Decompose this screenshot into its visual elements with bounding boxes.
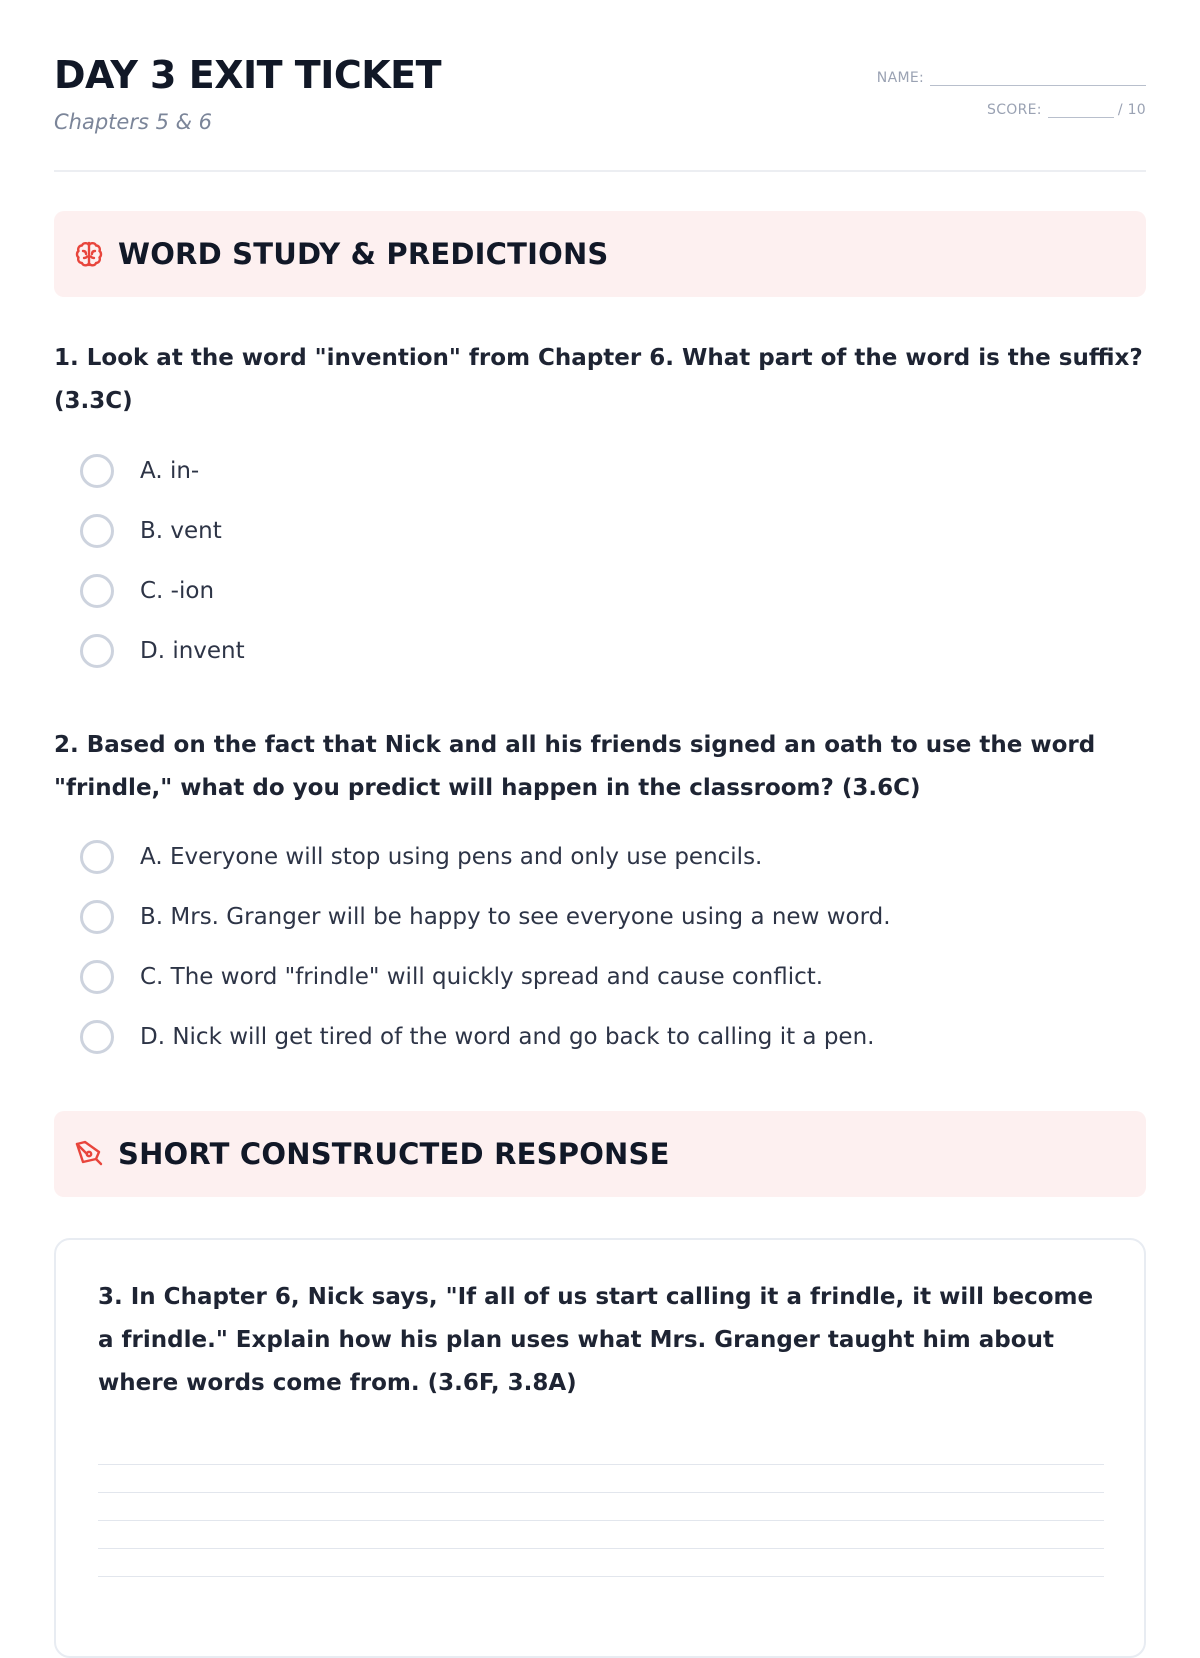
page-header bbox=[54, 0, 1146, 172]
option-label: B. vent bbox=[140, 518, 222, 544]
answer-line[interactable] bbox=[98, 1548, 1104, 1549]
score-total: / 10 bbox=[1117, 102, 1146, 118]
score-field bbox=[987, 102, 1146, 118]
question-2: 2. Based on the fact that Nick and all his friends signed an oath to use the word "frindle," what do you predict will happen in the classroom? (3.6C) bbox=[54, 732, 1096, 801]
radio-button[interactable] bbox=[80, 840, 114, 874]
section-header-short-response bbox=[54, 1111, 1146, 1197]
option-a[interactable] bbox=[80, 441, 245, 501]
option-b[interactable] bbox=[80, 887, 891, 947]
option-label: A. in- bbox=[140, 458, 200, 484]
response-card bbox=[54, 1238, 1146, 1658]
option-d[interactable] bbox=[80, 1007, 891, 1067]
option-label: C. The word "frindle" will quickly spread and cause conflict. bbox=[140, 964, 824, 990]
option-c[interactable] bbox=[80, 947, 891, 1007]
answer-line[interactable] bbox=[98, 1520, 1104, 1521]
question-1-options bbox=[80, 441, 245, 681]
section-title: WORD STUDY & PREDICTIONS bbox=[118, 237, 609, 271]
answer-line[interactable] bbox=[98, 1492, 1104, 1493]
option-c[interactable] bbox=[80, 561, 245, 621]
radio-button[interactable] bbox=[80, 900, 114, 934]
option-a[interactable] bbox=[80, 827, 891, 887]
radio-button[interactable] bbox=[80, 634, 114, 668]
section-title: SHORT CONSTRUCTED RESPONSE bbox=[118, 1137, 670, 1171]
option-label: A. Everyone will stop using pens and only use pencils. bbox=[140, 844, 763, 870]
page-subtitle: Chapters 5 & 6 bbox=[54, 110, 213, 134]
option-label: C. -ion bbox=[140, 578, 215, 604]
question-2-options bbox=[80, 827, 891, 1067]
answer-line[interactable] bbox=[98, 1576, 1104, 1577]
score-label: SCORE: bbox=[987, 102, 1042, 118]
question-3: 3. In Chapter 6, Nick says, "If all of us start calling it a frindle, it will become a frindle." Explain how his plan uses what Mrs. Granger taught him about where words come from. (3.6F, 3.8A) bbox=[98, 1284, 1094, 1396]
answer-line[interactable] bbox=[98, 1464, 1104, 1465]
option-label: B. Mrs. Granger will be happy to see everyone using a new word. bbox=[140, 904, 891, 930]
name-input-line[interactable] bbox=[930, 71, 1146, 86]
radio-button[interactable] bbox=[80, 454, 114, 488]
option-label: D. Nick will get tired of the word and go back to calling it a pen. bbox=[140, 1024, 875, 1050]
radio-button[interactable] bbox=[80, 514, 114, 548]
option-b[interactable] bbox=[80, 501, 245, 561]
page-title: DAY 3 EXIT TICKET bbox=[54, 53, 442, 97]
section-header-word-study bbox=[54, 211, 1146, 297]
radio-button[interactable] bbox=[80, 574, 114, 608]
option-label: D. invent bbox=[140, 638, 245, 664]
name-field bbox=[877, 70, 1146, 86]
question-1: 1. Look at the word "invention" from Chapter 6. What part of the word is the suffix? (3.3C) bbox=[54, 345, 1143, 414]
brain-icon bbox=[72, 237, 106, 271]
radio-button[interactable] bbox=[80, 1020, 114, 1054]
exit-ticket-page bbox=[54, 0, 1146, 1396]
pen-nib-icon bbox=[72, 1137, 106, 1171]
option-d[interactable] bbox=[80, 621, 245, 681]
score-input-line[interactable] bbox=[1048, 103, 1114, 118]
name-label: NAME: bbox=[876, 70, 924, 86]
radio-button[interactable] bbox=[80, 960, 114, 994]
